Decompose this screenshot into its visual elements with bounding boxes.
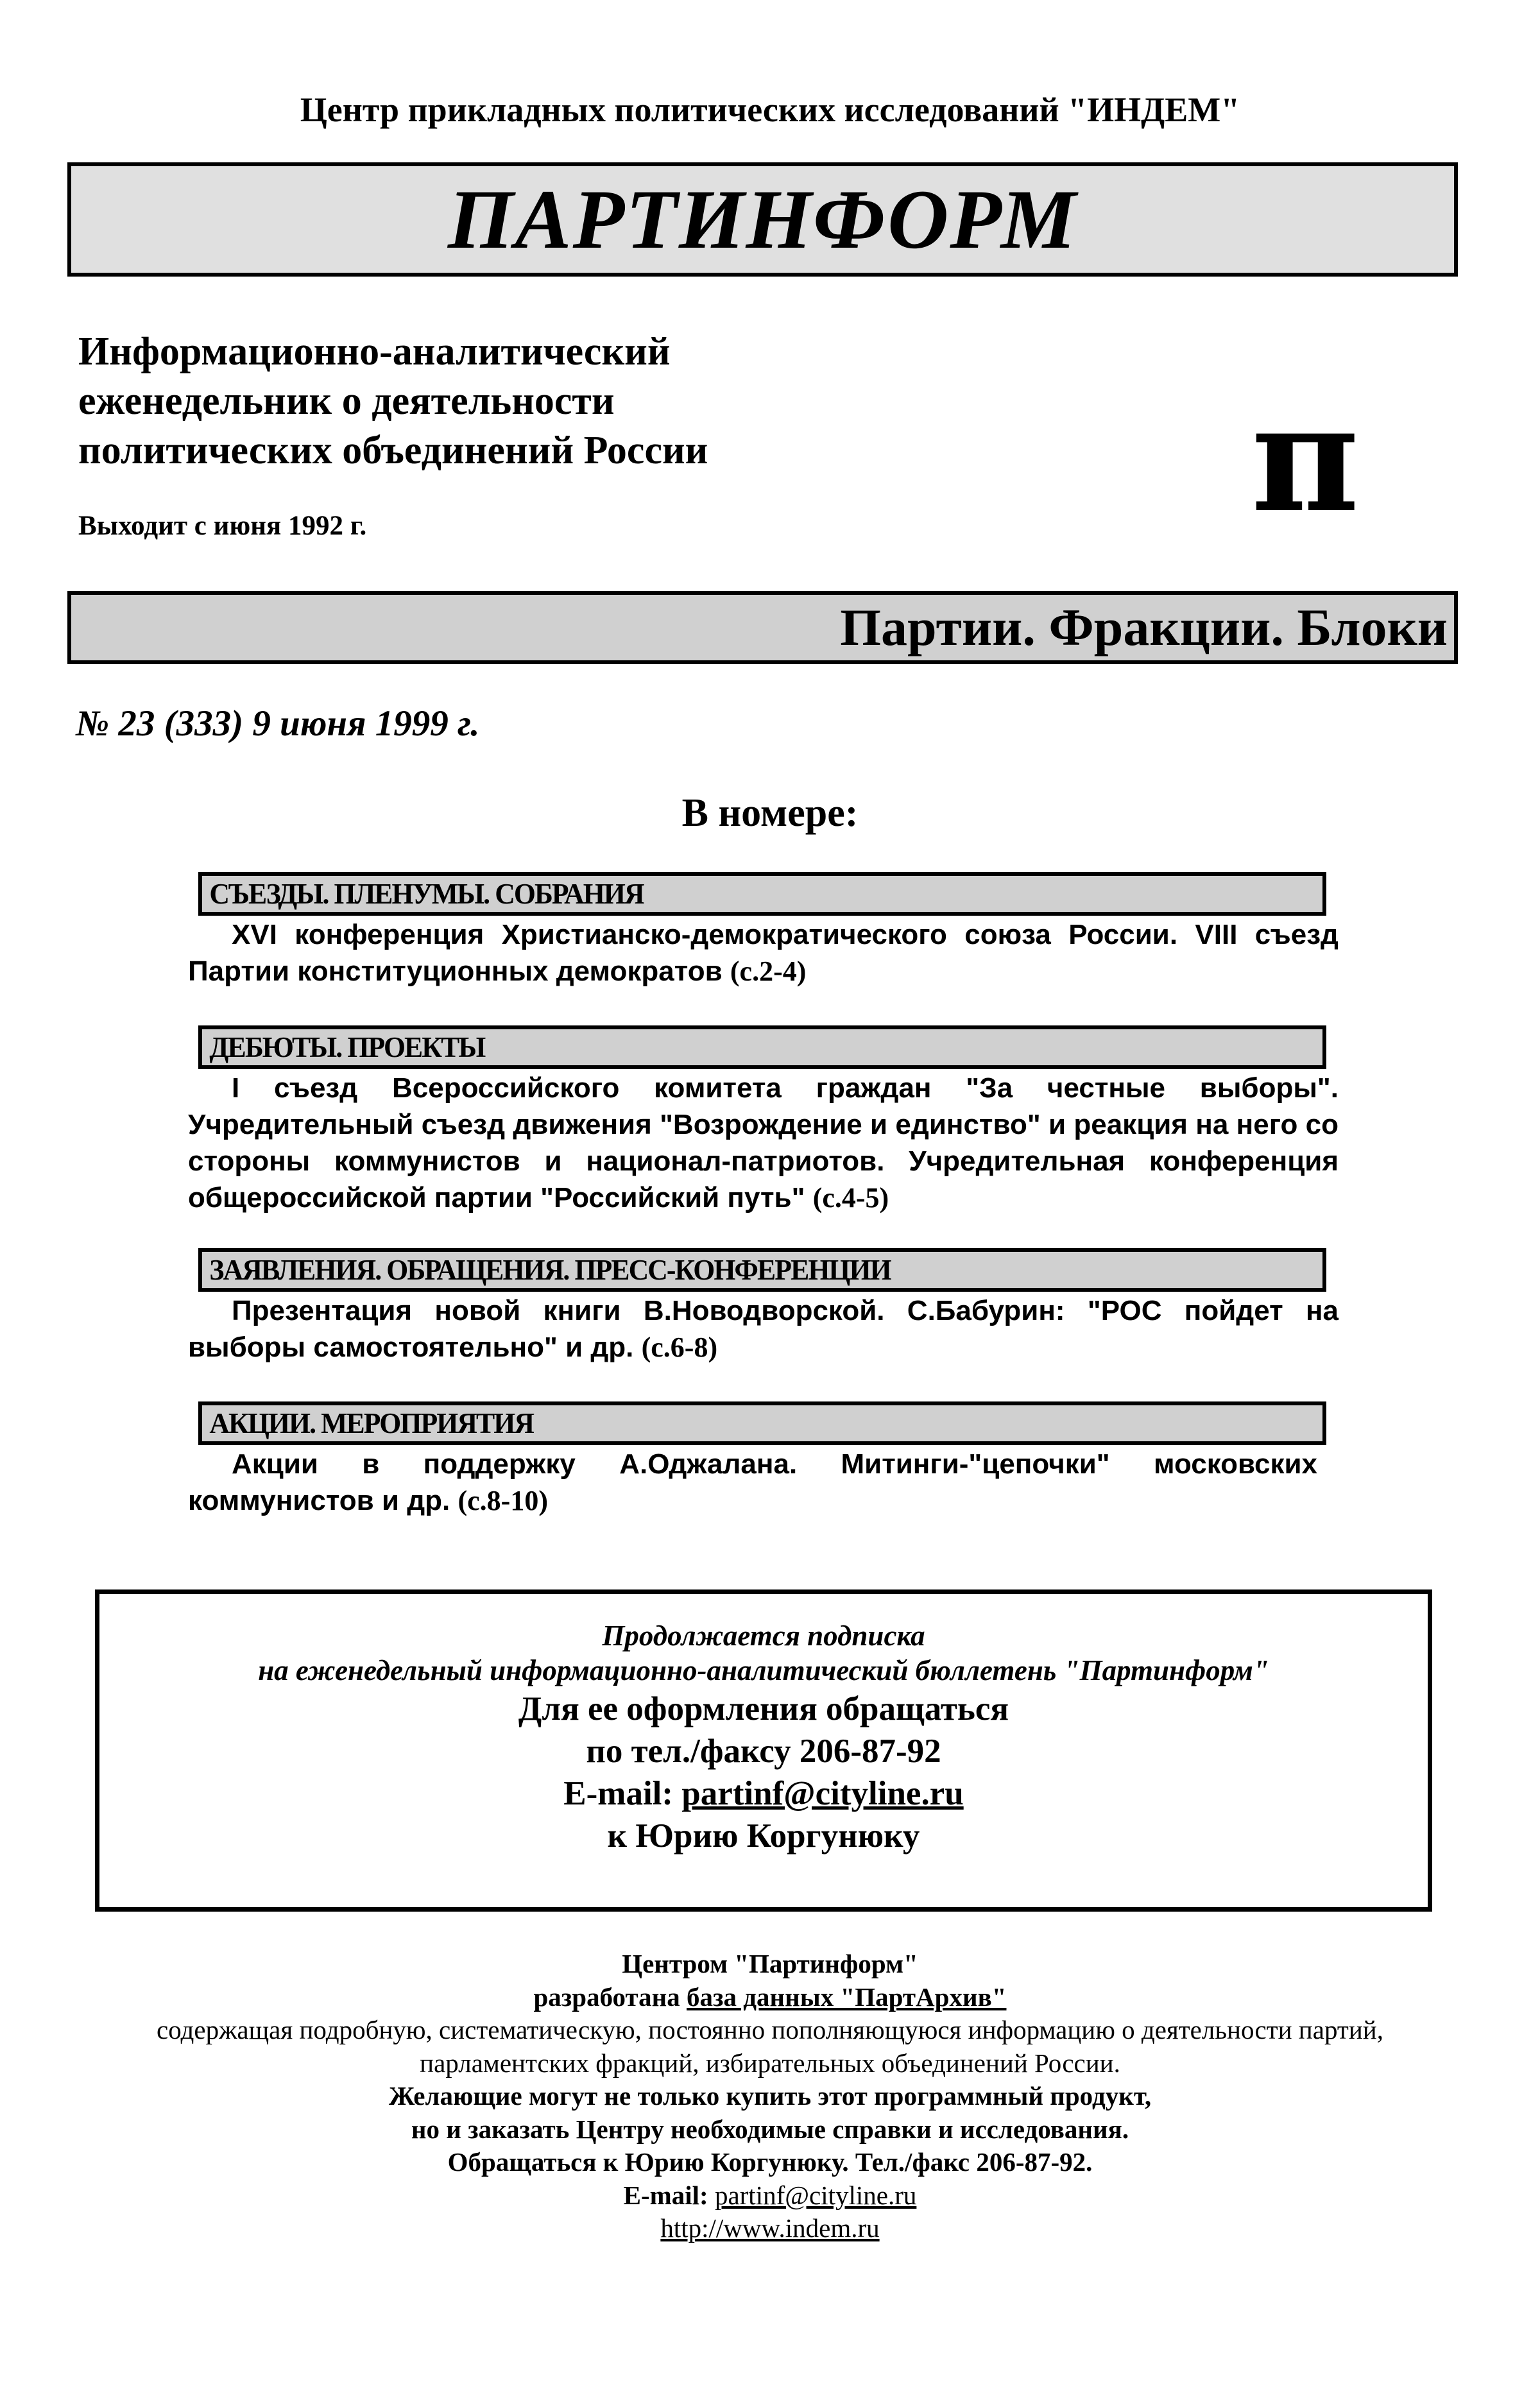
subscription-line: к Юрию Коргунюку xyxy=(607,1817,920,1855)
subscription-box xyxy=(95,1589,1432,1912)
footer-line: Центром "Партинформ" xyxy=(622,1949,918,1978)
subtitle-line: Информационно-аналитический xyxy=(78,330,671,373)
section-title: Партии. Фракции. Блоки xyxy=(840,598,1448,656)
contents-heading: В номере: xyxy=(681,791,859,835)
database-link[interactable]: база данных "ПартАрхив" xyxy=(687,1982,1007,2012)
publication-subtitle xyxy=(78,327,708,476)
subscription-line: Для ее оформления обращаться xyxy=(518,1690,1009,1727)
pi-logo-icon: π xyxy=(1251,372,1360,545)
item-text: Акции в поддержку А.Оджалана. Митинги-"цепочки" московских коммунистов и др. xyxy=(188,1448,1317,1516)
footer xyxy=(0,1948,1540,2245)
section-banner xyxy=(67,591,1458,664)
item-pages: (с.6-8) xyxy=(641,1332,718,1363)
subscription-line: на еженедельный информационно-аналитический бюллетень "Партинформ" xyxy=(258,1654,1269,1686)
category-title: ЗАЯВЛЕНИЯ. ОБРАЩЕНИЯ. ПРЕСС-КОНФЕРЕНЦИИ xyxy=(209,1253,891,1286)
footer-website-row xyxy=(0,2212,1540,2245)
subtitle-line: еженедельник о деятельности xyxy=(78,379,615,423)
footer-line: Желающие могут не только купить этот программный продукт, xyxy=(388,2081,1152,2111)
subscription-email-row xyxy=(99,1772,1428,1815)
category-title: АКЦИИ. МЕРОПРИЯТИЯ xyxy=(209,1407,534,1439)
footer-line xyxy=(0,1981,1540,2014)
item-text: XVI конференция Христианско-демократического союза России. VIII съезд Партии конституционных демократов xyxy=(188,919,1339,987)
footer-line: Обращаться к Юрию Коргунюку. Тел./факс 206-87-92. xyxy=(447,2147,1093,2177)
footer-line: содержащая подробную, систематическую, постоянно пополняющуюся информацию о деятельности партий, xyxy=(157,2015,1383,2044)
footer-line: парламентских фракций, избирательных объединений России. xyxy=(420,2048,1120,2078)
footer-email-row xyxy=(0,2179,1540,2213)
since-text: Выходит с июня 1992 г. xyxy=(78,511,367,541)
masthead-box xyxy=(67,162,1458,277)
category-header xyxy=(198,872,1326,916)
category-header xyxy=(198,1401,1326,1445)
item-pages: (с.2-4) xyxy=(730,955,807,987)
footer-line: но и заказать Центру необходимые справки и исследования. xyxy=(411,2114,1129,2144)
item-text: Презентация новой книги В.Новодворской. С.Бабурин: "РОС пойдет на выборы самостоятельно" и др. xyxy=(188,1295,1339,1363)
website-link[interactable]: http://www.indem.ru xyxy=(660,2213,880,2243)
category-item xyxy=(188,1446,1317,1519)
issue-number: № 23 (333) 9 июня 1999 г. xyxy=(76,703,480,744)
footer-email-link[interactable]: partinf@cityline.ru xyxy=(714,2180,917,2210)
organization-name: Центр прикладных политических исследований "ИНДЕМ" xyxy=(300,90,1240,129)
subscription-phone: по тел./факсу 206-87-92 xyxy=(586,1733,941,1770)
email-label: E-mail: xyxy=(563,1775,682,1812)
subscription-email-link[interactable]: partinf@cityline.ru xyxy=(681,1775,964,1812)
category-item xyxy=(188,1292,1339,1366)
item-text: I съезд Всероссийского комитета граждан "За честные выборы". Учредительный съезд движения "Возрождение и единство" и реакция на него со стороны коммунистов и национал-патриотов. Учредительная конференция общероссийской партии "Российский путь" xyxy=(188,1072,1339,1213)
publication-title: ПАРТИНФОРМ xyxy=(447,172,1078,266)
footer-text: разработана xyxy=(533,1982,687,2012)
subscription-line: Продолжается подписка xyxy=(602,1620,925,1652)
category-title: ДЕБЮТЫ. ПРОЕКТЫ xyxy=(209,1031,485,1063)
category-item xyxy=(188,916,1339,990)
subtitle-line: политических объединений России xyxy=(78,429,708,472)
email-label: E-mail: xyxy=(623,2180,715,2210)
item-pages: (с.4-5) xyxy=(812,1182,889,1213)
category-header xyxy=(198,1248,1326,1292)
category-item xyxy=(188,1070,1339,1216)
item-pages: (с.8-10) xyxy=(458,1485,548,1516)
category-header xyxy=(198,1025,1326,1069)
category-title: СЪЕЗДЫ. ПЛЕНУМЫ. СОБРАНИЯ xyxy=(209,877,644,910)
